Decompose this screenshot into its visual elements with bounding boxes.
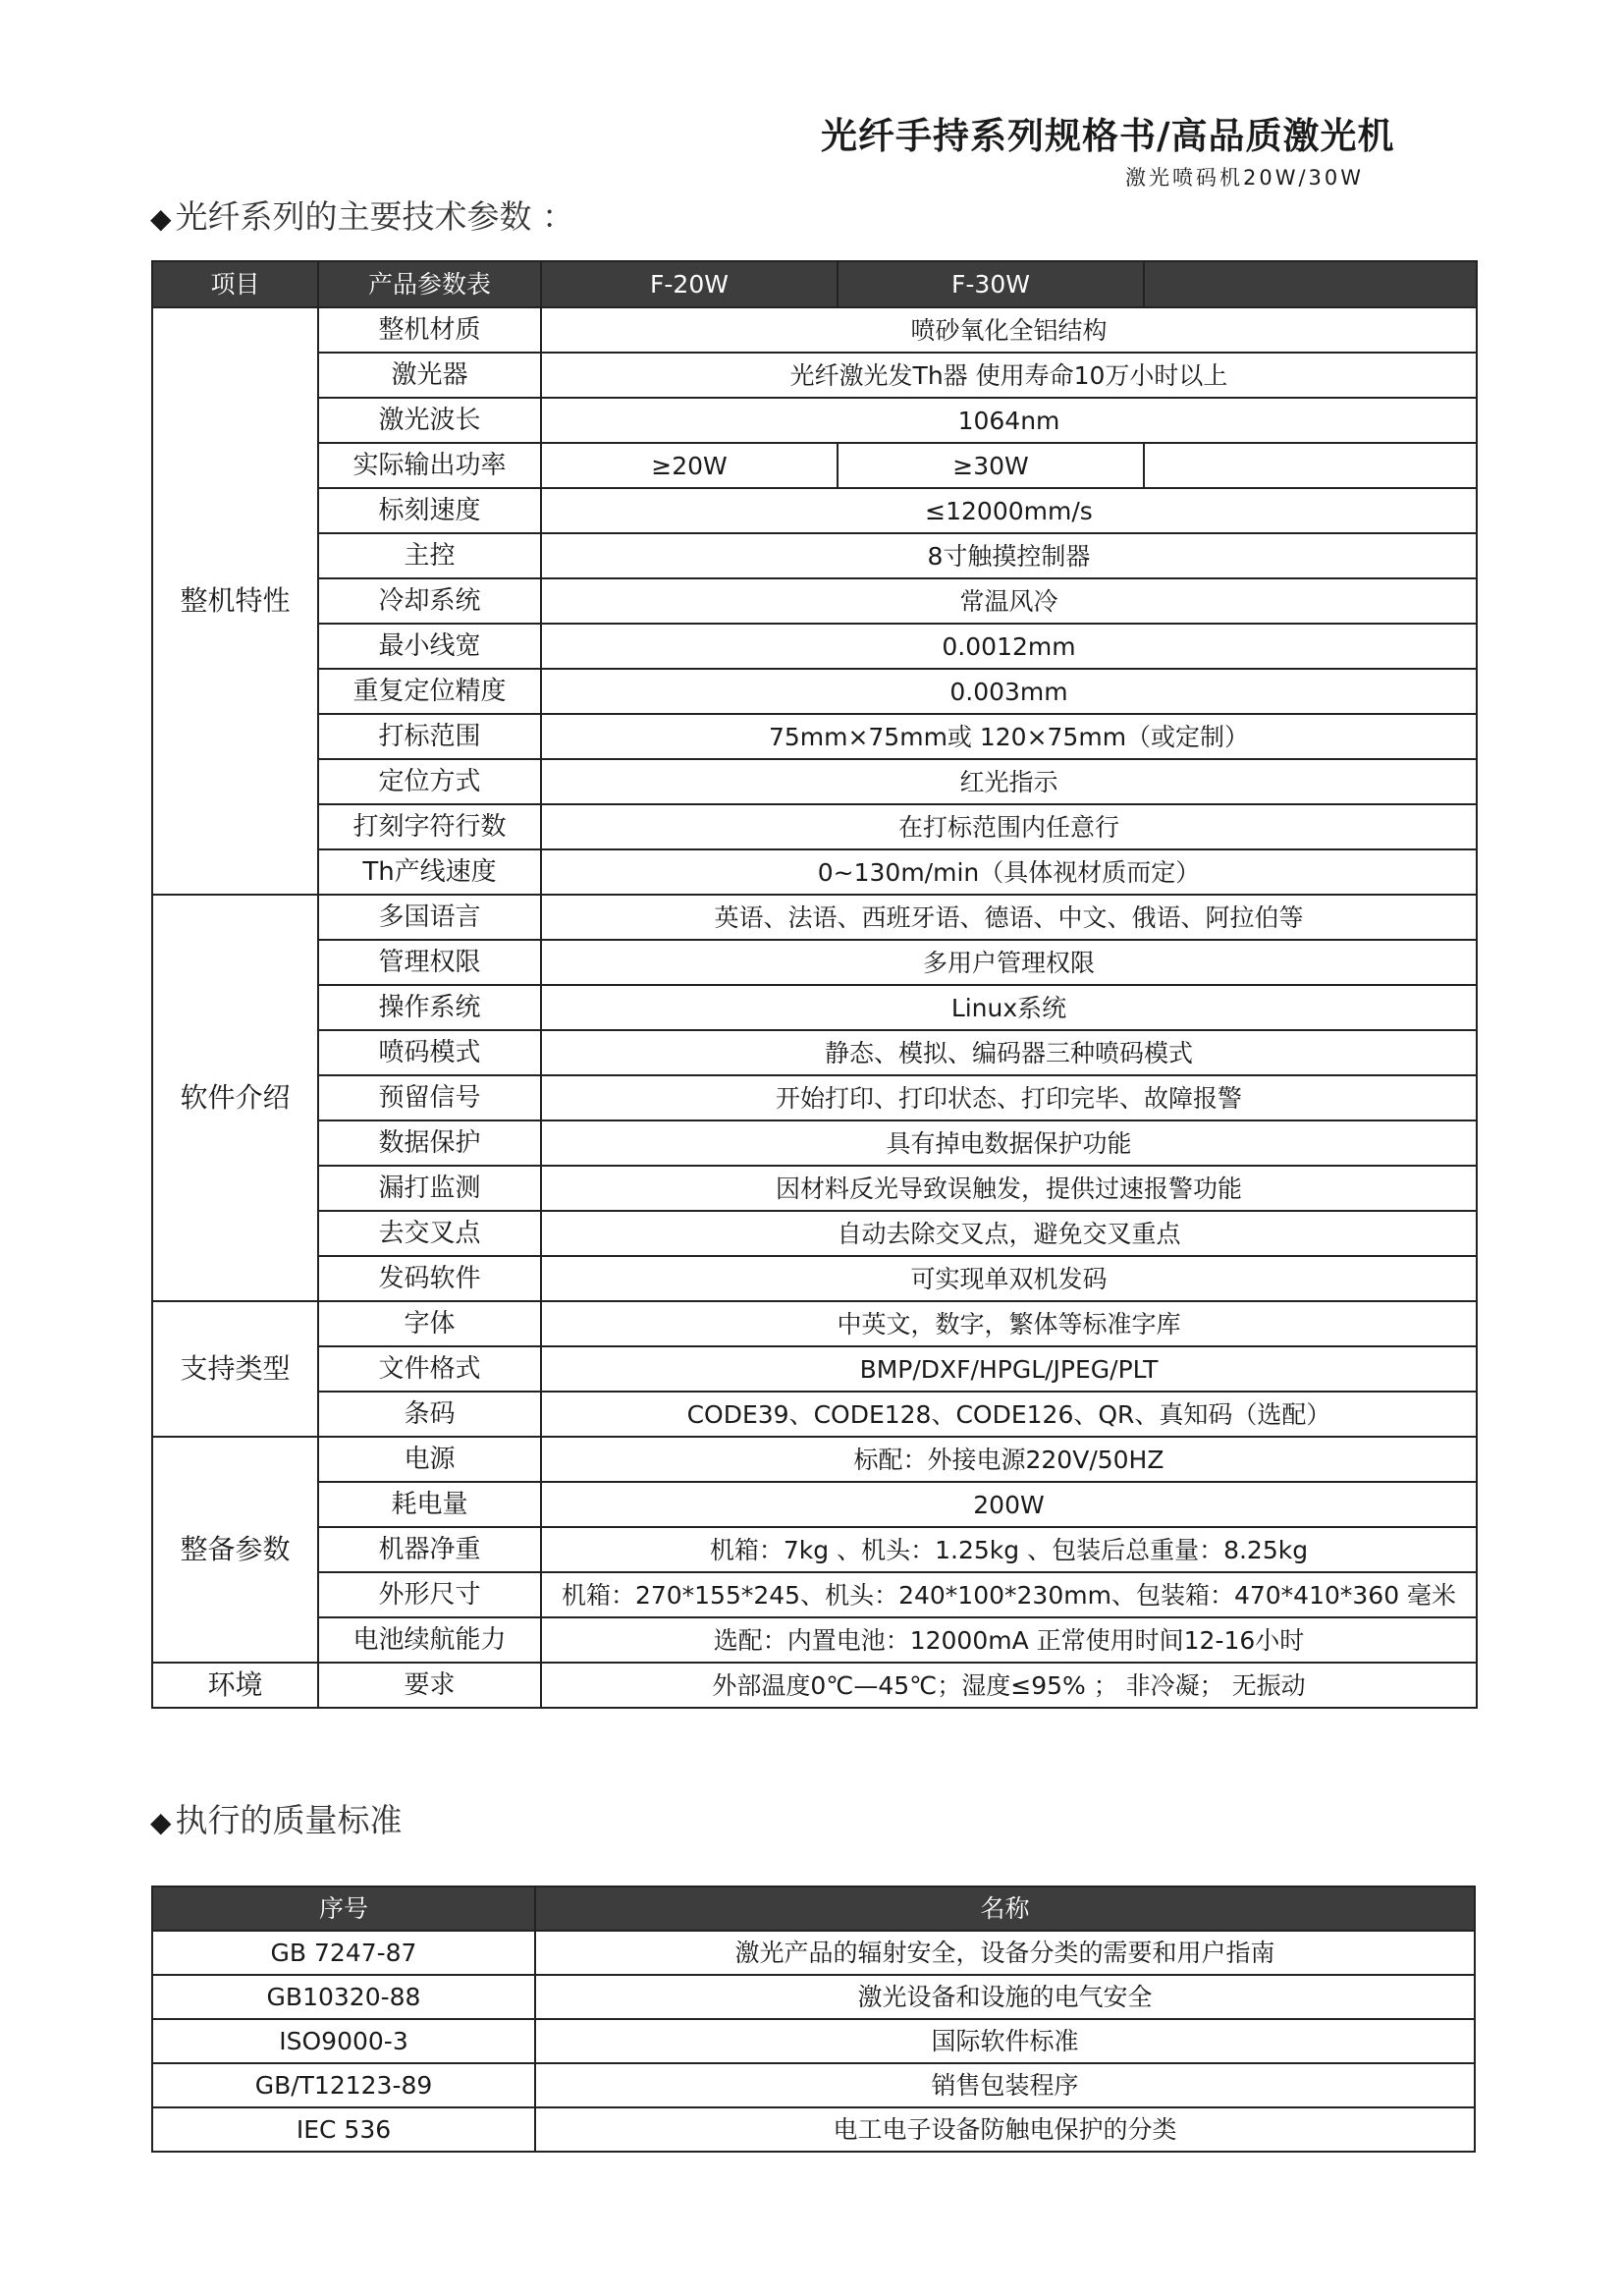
table-row bbox=[152, 1527, 1477, 1572]
table-row bbox=[152, 578, 1477, 624]
value-cell: 英语、法语、西班牙语、德语、中文、俄语、阿拉伯等 bbox=[541, 895, 1477, 940]
table-row bbox=[152, 398, 1477, 443]
table-row bbox=[152, 1931, 1475, 1975]
table-row bbox=[152, 1211, 1477, 1256]
item-cell: 管理权限 bbox=[318, 940, 541, 985]
spec-header-row bbox=[152, 261, 1477, 307]
value-cell: 1064nm bbox=[541, 398, 1477, 443]
item-cell: 条码 bbox=[318, 1392, 541, 1437]
table-row bbox=[152, 1482, 1477, 1527]
value-cell-extra bbox=[1144, 443, 1477, 488]
item-cell: 外形尺寸 bbox=[318, 1572, 541, 1617]
header-cell-code: 序号 bbox=[152, 1886, 535, 1931]
table-row bbox=[152, 488, 1477, 533]
table-row bbox=[152, 1120, 1477, 1166]
table-row bbox=[152, 1030, 1477, 1075]
item-cell: 主控 bbox=[318, 533, 541, 578]
section-heading-specs bbox=[150, 191, 574, 238]
table-row bbox=[152, 2019, 1475, 2063]
value-cell: 0~130m/min（具体视材质而定） bbox=[541, 849, 1477, 895]
table-row bbox=[152, 624, 1477, 669]
item-cell: 去交叉点 bbox=[318, 1211, 541, 1256]
quality-standards-table bbox=[151, 1885, 1476, 2153]
table-row bbox=[152, 895, 1477, 940]
table-row bbox=[152, 940, 1477, 985]
item-cell: 激光器 bbox=[318, 353, 541, 398]
value-cell: BMP/DXF/HPGL/JPEG/PLT bbox=[541, 1346, 1477, 1392]
header-cell-extra bbox=[1144, 261, 1477, 307]
table-row bbox=[152, 1392, 1477, 1437]
quality-header-row bbox=[152, 1886, 1475, 1931]
table-row bbox=[152, 307, 1477, 353]
spec-table bbox=[151, 260, 1478, 1709]
item-cell: 标刻速度 bbox=[318, 488, 541, 533]
section-heading-quality bbox=[150, 1795, 403, 1841]
item-cell: 定位方式 bbox=[318, 759, 541, 804]
header-cell-f30: F-30W bbox=[838, 261, 1144, 307]
table-row bbox=[152, 985, 1477, 1030]
value-cell: 开始打印、打印状态、打印完毕、故障报警 bbox=[541, 1075, 1477, 1120]
value-cell: 因材料反光导致误触发，提供过速报警功能 bbox=[541, 1166, 1477, 1211]
value-cell: ≤12000mm/s bbox=[541, 488, 1477, 533]
standard-name-cell: 激光产品的辐射安全，设备分类的需要和用户指南 bbox=[535, 1931, 1475, 1975]
value-cell: 可实现单双机发码 bbox=[541, 1256, 1477, 1301]
header-cell-item: 项目 bbox=[152, 261, 318, 307]
table-row bbox=[152, 1301, 1477, 1346]
table-row bbox=[152, 1256, 1477, 1301]
standard-code-cell: GB 7247-87 bbox=[152, 1931, 535, 1975]
header-cell-f20: F-20W bbox=[541, 261, 838, 307]
table-row bbox=[152, 669, 1477, 714]
item-cell: 发码软件 bbox=[318, 1256, 541, 1301]
value-cell: 75mm×75mm或 120×75mm（或定制） bbox=[541, 714, 1477, 759]
value-cell-f30: ≥30W bbox=[838, 443, 1144, 488]
item-cell: 激光波长 bbox=[318, 398, 541, 443]
value-cell: 外部温度0℃—45℃；湿度≤95% ； 非冷凝； 无振动 bbox=[541, 1663, 1477, 1708]
table-row bbox=[152, 1075, 1477, 1120]
section-label: 执行的质量标准 bbox=[175, 1801, 403, 1839]
value-cell: 自动去除交叉点，避免交叉重点 bbox=[541, 1211, 1477, 1256]
table-row bbox=[152, 1572, 1477, 1617]
value-cell: 中英文，数字，繁体等标准字库 bbox=[541, 1301, 1477, 1346]
value-cell: 光纤激光发Th器 使用寿命10万小时以上 bbox=[541, 353, 1477, 398]
value-cell: 在打标范围内任意行 bbox=[541, 804, 1477, 849]
table-row bbox=[152, 353, 1477, 398]
table-row bbox=[152, 2107, 1475, 2152]
document-title: 光纤手持系列规格书/高品质激光机 bbox=[821, 115, 1395, 157]
item-cell: 操作系统 bbox=[318, 985, 541, 1030]
section-label: 光纤系列的主要技术参数 ： bbox=[175, 197, 575, 236]
item-cell: 最小线宽 bbox=[318, 624, 541, 669]
item-cell: 预留信号 bbox=[318, 1075, 541, 1120]
value-cell: 标配：外接电源220V/50HZ bbox=[541, 1437, 1477, 1482]
value-cell: 喷砂氧化全铝结构 bbox=[541, 307, 1477, 353]
diamond-bullet-icon: ◆ bbox=[150, 1806, 172, 1838]
standard-code-cell: IEC 536 bbox=[152, 2107, 535, 2152]
standard-name-cell: 销售包装程序 bbox=[535, 2063, 1475, 2107]
value-cell: 200W bbox=[541, 1482, 1477, 1527]
table-row bbox=[152, 849, 1477, 895]
value-cell: 机箱：270*155*245、机头：240*100*230mm、包装箱：470*410*360 毫米 bbox=[541, 1572, 1477, 1617]
standard-name-cell: 激光设备和设施的电气安全 bbox=[535, 1975, 1475, 2019]
item-cell: 电源 bbox=[318, 1437, 541, 1482]
quality-table-body bbox=[152, 1931, 1475, 2152]
table-row bbox=[152, 443, 1477, 488]
table-row bbox=[152, 759, 1477, 804]
value-cell-f20: ≥20W bbox=[541, 443, 838, 488]
item-cell: 喷码模式 bbox=[318, 1030, 541, 1075]
item-cell: 实际输出功率 bbox=[318, 443, 541, 488]
value-cell: 具有掉电数据保护功能 bbox=[541, 1120, 1477, 1166]
item-cell: 冷却系统 bbox=[318, 578, 541, 624]
item-cell: 打刻字符行数 bbox=[318, 804, 541, 849]
value-cell: 选配：内置电池：12000mA 正常使用时间12-16小时 bbox=[541, 1617, 1477, 1663]
category-cell: 环境 bbox=[152, 1663, 318, 1708]
value-cell: CODE39、CODE128、CODE126、QR、真知码（选配） bbox=[541, 1392, 1477, 1437]
value-cell: 机箱：7kg 、机头：1.25kg 、包装后总重量：8.25kg bbox=[541, 1527, 1477, 1572]
value-cell: 0.003mm bbox=[541, 669, 1477, 714]
item-cell: 打标范围 bbox=[318, 714, 541, 759]
table-row bbox=[152, 1437, 1477, 1482]
table-row bbox=[152, 533, 1477, 578]
table-row bbox=[152, 804, 1477, 849]
item-cell: 电池续航能力 bbox=[318, 1617, 541, 1663]
value-cell: 多用户管理权限 bbox=[541, 940, 1477, 985]
category-cell: 整机特性 bbox=[152, 307, 318, 895]
standard-code-cell: GB/T12123-89 bbox=[152, 2063, 535, 2107]
header-cell-name: 名称 bbox=[535, 1886, 1475, 1931]
standard-name-cell: 国际软件标准 bbox=[535, 2019, 1475, 2063]
table-row bbox=[152, 1663, 1477, 1708]
item-cell: 耗电量 bbox=[318, 1482, 541, 1527]
category-cell: 软件介绍 bbox=[152, 895, 318, 1301]
header-cell-param: 产品参数表 bbox=[318, 261, 541, 307]
item-cell: 文件格式 bbox=[318, 1346, 541, 1392]
item-cell: 漏打监测 bbox=[318, 1166, 541, 1211]
table-row bbox=[152, 714, 1477, 759]
standard-code-cell: GB10320-88 bbox=[152, 1975, 535, 2019]
table-row bbox=[152, 1617, 1477, 1663]
spec-table-body bbox=[152, 307, 1477, 1708]
table-row bbox=[152, 1975, 1475, 2019]
item-cell: 数据保护 bbox=[318, 1120, 541, 1166]
value-cell: 8寸触摸控制器 bbox=[541, 533, 1477, 578]
value-cell: 红光指示 bbox=[541, 759, 1477, 804]
item-cell: 整机材质 bbox=[318, 307, 541, 353]
item-cell: 字体 bbox=[318, 1301, 541, 1346]
item-cell: 机器净重 bbox=[318, 1527, 541, 1572]
category-cell: 整备参数 bbox=[152, 1437, 318, 1663]
value-cell: 0.0012mm bbox=[541, 624, 1477, 669]
item-cell: Th产线速度 bbox=[318, 849, 541, 895]
item-cell: 要求 bbox=[318, 1663, 541, 1708]
diamond-bullet-icon: ◆ bbox=[150, 202, 172, 235]
value-cell: 静态、模拟、编码器三种喷码模式 bbox=[541, 1030, 1477, 1075]
value-cell: Linux系统 bbox=[541, 985, 1477, 1030]
table-row bbox=[152, 1166, 1477, 1211]
table-row bbox=[152, 1346, 1477, 1392]
standard-code-cell: ISO9000-3 bbox=[152, 2019, 535, 2063]
standard-name-cell: 电工电子设备防触电保护的分类 bbox=[535, 2107, 1475, 2152]
document-subtitle: 激光喷码机20W/30W bbox=[1125, 166, 1365, 190]
item-cell: 多国语言 bbox=[318, 895, 541, 940]
value-cell: 常温风冷 bbox=[541, 578, 1477, 624]
table-row bbox=[152, 2063, 1475, 2107]
item-cell: 重复定位精度 bbox=[318, 669, 541, 714]
category-cell: 支持类型 bbox=[152, 1301, 318, 1437]
